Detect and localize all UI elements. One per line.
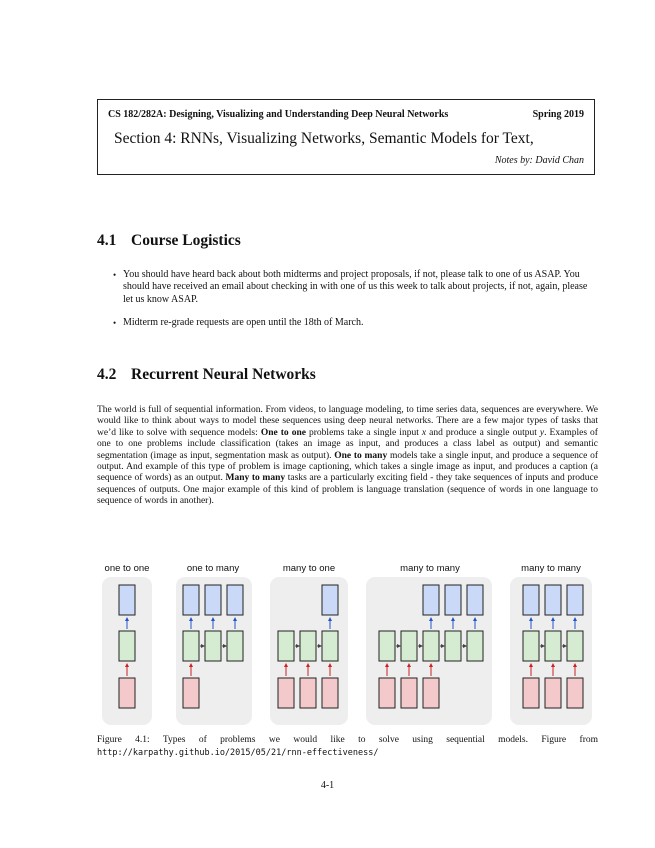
hidden-node xyxy=(278,631,294,661)
paragraph-text: and produce a single output xyxy=(426,427,540,438)
input-node xyxy=(523,678,539,708)
paragraph-text: tasks are a particularly exciting field - they take sequences of inputs and produce sequences of outputs. One major example of this kind of problem is language translation (sequence of words in one language to sequence of words in another). xyxy=(97,473,598,507)
input-node xyxy=(423,678,439,708)
hidden-node xyxy=(183,631,199,661)
term-one-to-one: One to one xyxy=(260,427,306,438)
hidden-node xyxy=(322,631,338,661)
section-title-logistics xyxy=(97,232,241,250)
input-node xyxy=(183,678,199,708)
caption-url: http://karpathy.github.io/2015/05/21/rnn-effectiveness/ xyxy=(97,748,379,758)
rnn-paragraph xyxy=(97,405,598,508)
hidden-node xyxy=(401,631,417,661)
section-heading: Section 4: RNNs, Visualizing Networks, Semantic Models for Text, xyxy=(114,130,534,147)
bullet-icon: • xyxy=(113,270,117,280)
output-node xyxy=(445,585,461,615)
label-many-to-one: many to one xyxy=(282,563,336,574)
caption-text: Figure 4.1: Types of problems we would like to solve using sequential models. Figure from xyxy=(97,735,598,745)
output-node xyxy=(322,585,338,615)
notes-author: Notes by: David Chan xyxy=(494,155,584,166)
term-many-to-many: Many to many xyxy=(225,473,286,484)
math-y: y xyxy=(539,427,545,438)
output-node xyxy=(205,585,221,615)
list-item xyxy=(112,269,598,306)
input-node xyxy=(322,678,338,708)
hidden-node xyxy=(423,631,439,661)
section-title-text: Course Logistics xyxy=(131,232,241,249)
output-node xyxy=(227,585,243,615)
section-number: 4.2 xyxy=(97,366,117,383)
hidden-node xyxy=(379,631,395,661)
bullet-icon: • xyxy=(113,318,117,329)
paragraph-text: The world is full of sequential information. From videos, to language modeling, to time series data, sequences are everywhere. We would like to think about ways to model these sequences using deep neural networks. There are a few major types of tasks that we’d like to solve with sequence models: xyxy=(97,405,598,438)
term: Spring 2019 xyxy=(532,109,584,120)
hidden-node xyxy=(567,631,583,661)
hidden-node xyxy=(227,631,243,661)
input-node xyxy=(545,678,561,708)
input-node xyxy=(567,678,583,708)
hidden-node xyxy=(467,631,483,661)
logistics-list xyxy=(112,269,598,330)
section-title-rnn xyxy=(97,366,316,384)
hidden-node xyxy=(119,631,135,661)
section-number: 4.1 xyxy=(97,232,117,249)
input-node xyxy=(278,678,294,708)
output-node xyxy=(423,585,439,615)
output-node xyxy=(545,585,561,615)
output-node xyxy=(567,585,583,615)
label-many-to-many-1: many to many xyxy=(400,563,460,574)
label-one-to-many: one to many xyxy=(186,563,240,574)
course-name: CS 182/282A: Designing, Visualizing and Understanding Deep Neural Networks xyxy=(108,109,449,120)
output-node xyxy=(183,585,199,615)
list-item-text: You should have heard back about both midterms and project proposals, if not, please talk to one of us ASAP. You should have received an email about checking in with one of us this week to talk about projects, if not, again, please let us know ASAP. xyxy=(123,269,588,305)
input-node xyxy=(379,678,395,708)
paragraph-text: . Examples of one to one problems include classification (takes an image as input, and produces a class label as output) and semantic segmentation (image as input, segmentation mask as output). xyxy=(97,427,598,461)
output-node xyxy=(523,585,539,615)
hidden-node xyxy=(545,631,561,661)
input-node xyxy=(401,678,417,708)
list-item xyxy=(112,317,598,329)
list-item-text: Midterm re-grade requests are open until the 18th of March. xyxy=(123,317,364,329)
label-one-to-one: one to one xyxy=(104,563,150,574)
output-node xyxy=(119,585,135,615)
hidden-node xyxy=(205,631,221,661)
input-node xyxy=(300,678,316,708)
term-one-to-many: One to many xyxy=(334,450,388,461)
paragraph-text: problems take a single input xyxy=(305,427,422,438)
section-title-text: Recurrent Neural Networks xyxy=(131,366,316,383)
hidden-node xyxy=(523,631,539,661)
page-number: 4-1 xyxy=(320,780,335,791)
math-x: x xyxy=(421,427,427,438)
rnn-types-figure xyxy=(96,560,596,730)
input-node xyxy=(119,678,135,708)
header-box xyxy=(97,99,595,175)
hidden-node xyxy=(445,631,461,661)
label-many-to-many-2: many to many xyxy=(521,563,581,574)
paragraph-text: models take a single input, and produce a sequence of output. And example of this type of problem is image captioning, which takes a single image as input, and produces a caption (a sequence of words) as an output. xyxy=(97,450,598,484)
figure-caption xyxy=(97,734,598,760)
hidden-node xyxy=(300,631,316,661)
output-node xyxy=(467,585,483,615)
